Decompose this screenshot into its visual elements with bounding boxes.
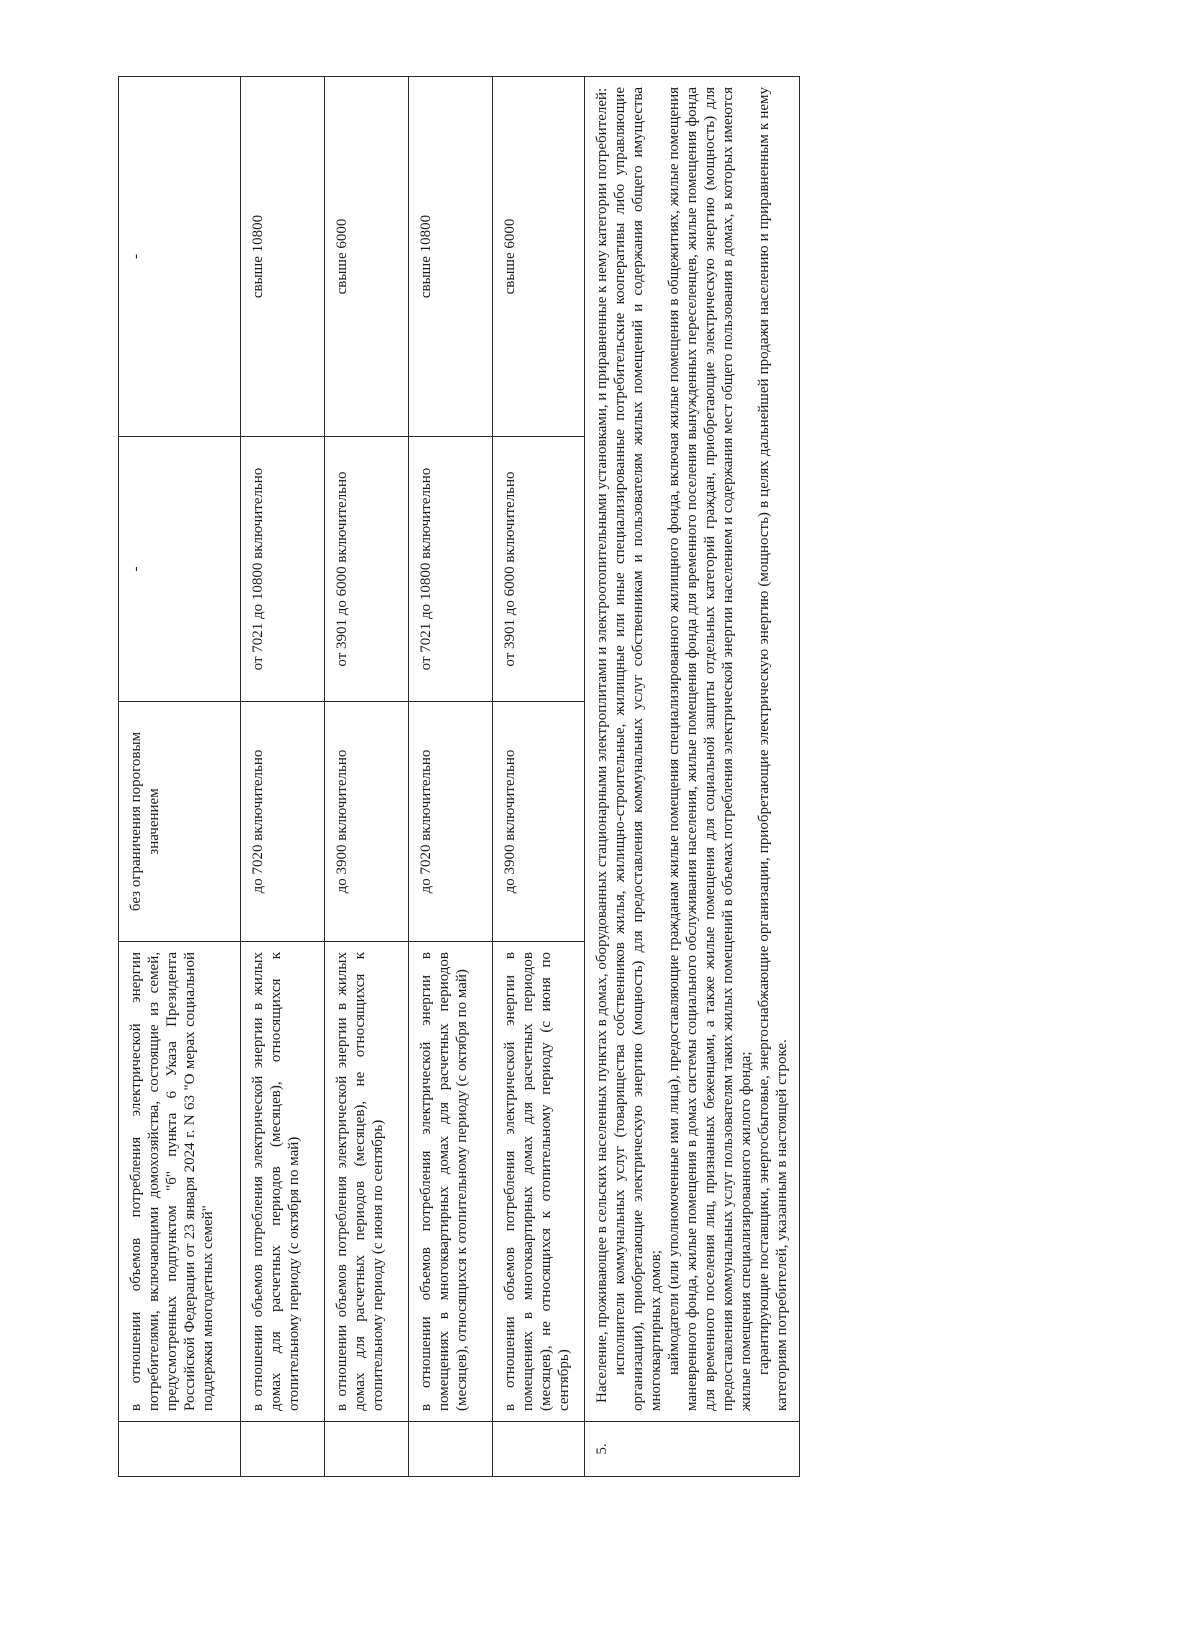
threshold-1: до 7020 включительно (409, 702, 493, 942)
threshold-2: от 3901 до 6000 включительно (493, 437, 585, 702)
threshold-1: без ограничения пороговым значением (119, 702, 241, 942)
table-row (325, 77, 409, 1477)
rotated-page (118, 77, 1018, 1477)
threshold-1: до 3900 включительно (493, 702, 585, 942)
table-row-item-5 (585, 77, 800, 1477)
tariff-table (118, 76, 800, 1477)
threshold-1: до 7020 включительно (241, 702, 325, 942)
row-number (119, 1422, 241, 1477)
row-description: в отношении объемов потребления электрической энергии в жилых домах для расчетных периодов (месяцев), относящихся к отопительному периоду (с октября по май) (241, 942, 325, 1422)
row-description: в отношении объемов потребления электрической энергии в помещениях в многоквартирных домах для расчетных периодов (месяцев), не относящихся к отопительному периоду (с июня по сентябрь) (493, 942, 585, 1422)
threshold-2: от 7021 до 10800 включительно (241, 437, 325, 702)
row-description: в отношении объемов потребления электрической энергии в жилых домах для расчетных периодов (месяцев), не относящихся к отопительному периоду (с июня по сентябрь) (325, 942, 409, 1422)
threshold-3: - (119, 77, 241, 437)
row-number (409, 1422, 493, 1477)
table-row (409, 77, 493, 1477)
paragraph: наймодатели (или уполномоченные ими лица), предоставляющие гражданам жилые помещения специализированного жилищного фонда, включая жилые помещения в общежитиях, жилые помещения маневренного фонда, жилые помещения в домах системы социального обслуживания населения, жилые помещения фонда для временного поселения вынужденных переселенцев, жилые помещения фонда для временного поселения лиц, признанных беженцами, а также жилые помещения для социальной защиты отдельных категорий граждан, приобретающие электрическую энергию (мощность) для предоставления коммунальных услуг пользователям таких жилых помещений в объемах потребления электрической энергии населением и содержания мест общего пользования в домах, в которых имеются жилые помещения специализированного жилого фонда; (666, 87, 754, 1411)
threshold-3: свыше 6000 (493, 77, 585, 437)
threshold-2: от 3901 до 6000 включительно (325, 437, 409, 702)
paragraph: гарантирующие поставщики, энергосбытовые, энергоснабжающие организации, приобретающие электрическую энергию (мощность) в целях дальнейшей продажи населению и приравненным к нему категориям потребителей, указанным в настоящей строке. (756, 87, 790, 1411)
row-number (325, 1422, 409, 1477)
row-number (241, 1422, 325, 1477)
table-row (119, 77, 241, 1477)
threshold-2: - (119, 437, 241, 702)
paragraph: Население, проживающее в сельских населенных пунктах в домах, оборудованных стационарными электроплитами и электроотопительными установками, и приравненные к нему категории потребителей: (594, 87, 610, 1403)
row-number: 5. (585, 1422, 800, 1477)
threshold-2: от 7021 до 10800 включительно (409, 437, 493, 702)
paragraph: исполнители коммунальных услуг (товарищества собственников жилья, жилищно-строительные, жилищные или иные специализированные потребительские кооперативы либо управляющие организации), приобретающие электрическую энергию (мощность) для предоставления коммунальных услуг собственникам и пользователям жилых помещений и содержания общего имущества многоквартирных домов; (612, 87, 664, 1411)
threshold-3: свыше 10800 (241, 77, 325, 437)
row-description: в отношении объемов потребления электрической энергии потребителями, включающими домохозяйства, состоящие из семей, предусмотренных подпунктом "б" пункта 6 Указа Президента Российской Федерации от 23 января 2024 г. N 63 "О мерах социальной поддержки многодетных семей" (119, 942, 241, 1422)
threshold-3: свыше 6000 (325, 77, 409, 437)
table-row (241, 77, 325, 1477)
row-number (493, 1422, 585, 1477)
item-5-text (585, 77, 800, 1422)
threshold-1: до 3900 включительно (325, 702, 409, 942)
table-row (493, 77, 585, 1477)
row-description: в отношении объемов потребления электрической энергии в помещениях в многоквартирных домах для расчетных периодов (месяцев), относящихся к отопительному периоду (с октября по май) (409, 942, 493, 1422)
threshold-3: свыше 10800 (409, 77, 493, 437)
